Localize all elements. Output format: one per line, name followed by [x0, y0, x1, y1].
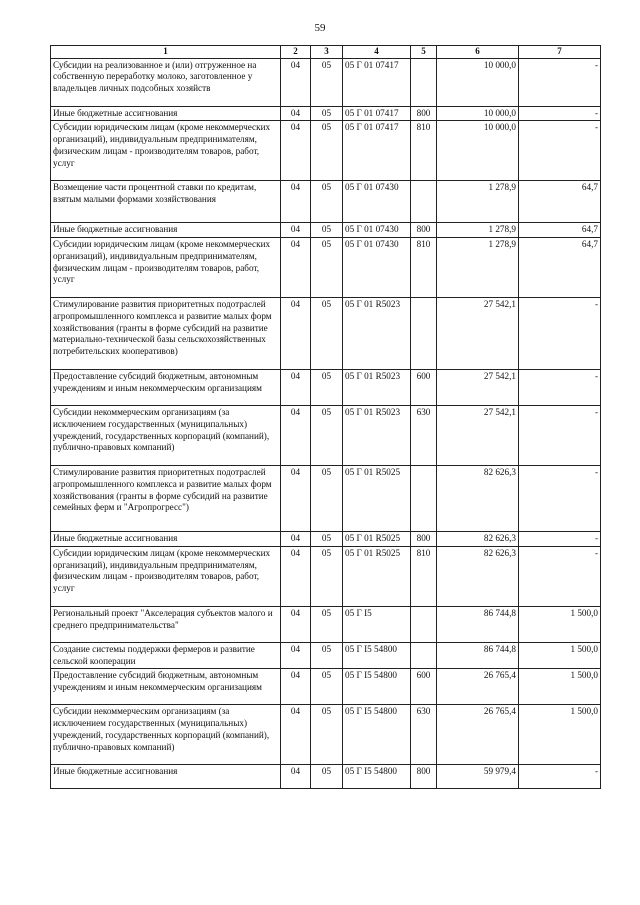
row-name: Субсидии юридическим лицам (кроме некоммерческих организаций), индивидуальным предпринимателям, физическим лицам - производителям товаров, работ, услуг: [51, 546, 281, 606]
table-row: [51, 642, 601, 669]
row-name: Создание системы поддержки фермеров и развитие сельской кооперации: [51, 642, 281, 669]
row-subsection: 05: [311, 106, 343, 121]
row-amount-1: 1 278,9: [437, 238, 519, 298]
row-amount-1: 10 000,0: [437, 58, 519, 106]
row-name: Предоставление субсидий бюджетным, автономным учреждениям и иным некоммерческим организациям: [51, 669, 281, 705]
row-section: 04: [281, 121, 311, 181]
row-expense-type: [411, 58, 437, 106]
header-cell-2: 2: [281, 46, 311, 59]
row-expense-type: 800: [411, 765, 437, 789]
page-number: 59: [314, 22, 326, 34]
row-expense-type: [411, 606, 437, 642]
row-amount-2: -: [519, 370, 601, 406]
table-row: [51, 765, 601, 789]
table-row: [51, 238, 601, 298]
row-section: 04: [281, 642, 311, 669]
table-row: [51, 181, 601, 223]
row-expense-type: 600: [411, 669, 437, 705]
row-amount-2: -: [519, 58, 601, 106]
row-amount-2: 64,7: [519, 181, 601, 223]
row-target-article: 05 Г I5: [343, 606, 411, 642]
row-target-article: 05 Г 01 R5023: [343, 370, 411, 406]
row-amount-1: 82 626,3: [437, 466, 519, 532]
row-amount-2: 1 500,0: [519, 642, 601, 669]
header-row: [51, 46, 601, 59]
row-target-article: 05 Г 01 07430: [343, 181, 411, 223]
row-amount-2: -: [519, 106, 601, 121]
row-section: 04: [281, 298, 311, 370]
header-cell-3: 3: [311, 46, 343, 59]
header-cell-7: 7: [519, 46, 601, 59]
row-amount-2: -: [519, 765, 601, 789]
row-amount-1: 10 000,0: [437, 106, 519, 121]
header-cell-1: 1: [51, 46, 281, 59]
row-subsection: 05: [311, 370, 343, 406]
table-row: [51, 606, 601, 642]
row-amount-1: 26 765,4: [437, 705, 519, 765]
row-section: 04: [281, 406, 311, 466]
row-subsection: 05: [311, 466, 343, 532]
row-expense-type: [411, 466, 437, 532]
row-name: Стимулирование развития приоритетных подотраслей агропромышленного комплекса и развитие малых форм хозяйствования (гранты в форме субсидий на развитие материально-технической базы сельскохозяйственных потребительских кооперативов): [51, 298, 281, 370]
row-section: 04: [281, 546, 311, 606]
row-amount-1: 59 979,4: [437, 765, 519, 789]
row-amount-2: -: [519, 121, 601, 181]
row-name: Региональный проект "Акселерация субъектов малого и среднего предпринимательства": [51, 606, 281, 642]
row-section: 04: [281, 106, 311, 121]
row-section: 04: [281, 765, 311, 789]
row-target-article: 05 Г 01 R5023: [343, 298, 411, 370]
row-section: 04: [281, 370, 311, 406]
row-subsection: 05: [311, 546, 343, 606]
table-row: [51, 705, 601, 765]
row-amount-1: 27 542,1: [437, 406, 519, 466]
table-row: [51, 532, 601, 547]
row-section: 04: [281, 181, 311, 223]
row-subsection: 05: [311, 58, 343, 106]
row-target-article: 05 Г 01 07417: [343, 121, 411, 181]
row-section: 04: [281, 58, 311, 106]
row-name: Субсидии некоммерческим организациям (за исключением государственных (муниципальных) учреждений, государственных корпораций (компаний), публично-правовых компаний): [51, 406, 281, 466]
row-amount-2: 64,7: [519, 223, 601, 238]
row-name: Иные бюджетные ассигнования: [51, 223, 281, 238]
row-expense-type: 810: [411, 238, 437, 298]
row-expense-type: 800: [411, 223, 437, 238]
row-amount-2: -: [519, 298, 601, 370]
row-name: Предоставление субсидий бюджетным, автономным учреждениям и иным некоммерческим организациям: [51, 370, 281, 406]
row-expense-type: 600: [411, 370, 437, 406]
table-row: [51, 298, 601, 370]
header-cell-6: 6: [437, 46, 519, 59]
row-amount-1: 1 278,9: [437, 223, 519, 238]
table-body: [51, 58, 601, 789]
row-subsection: 05: [311, 606, 343, 642]
header-cell-4: 4: [343, 46, 411, 59]
row-section: 04: [281, 532, 311, 547]
row-target-article: 05 Г 01 07430: [343, 238, 411, 298]
row-subsection: 05: [311, 238, 343, 298]
row-subsection: 05: [311, 223, 343, 238]
row-subsection: 05: [311, 298, 343, 370]
row-expense-type: 810: [411, 546, 437, 606]
row-subsection: 05: [311, 406, 343, 466]
row-expense-type: [411, 181, 437, 223]
row-name: Возмещение части процентной ставки по кредитам, взятым малыми формами хозяйствования: [51, 181, 281, 223]
row-section: 04: [281, 705, 311, 765]
row-expense-type: 630: [411, 406, 437, 466]
row-amount-2: 1 500,0: [519, 705, 601, 765]
row-name: Стимулирование развития приоритетных подотраслей агропромышленного комплекса и развитие малых форм хозяйствования (гранты в форме субсидий на развитие семейных ферм и "Агропрогресс"): [51, 466, 281, 532]
row-target-article: 05 Г 01 07417: [343, 58, 411, 106]
table-row: [51, 669, 601, 705]
row-subsection: 05: [311, 181, 343, 223]
row-amount-1: 86 744,8: [437, 642, 519, 669]
row-subsection: 05: [311, 532, 343, 547]
row-subsection: 05: [311, 121, 343, 181]
table-row: [51, 223, 601, 238]
row-subsection: 05: [311, 705, 343, 765]
row-amount-1: 27 542,1: [437, 370, 519, 406]
row-expense-type: [411, 298, 437, 370]
row-target-article: 05 Г I5 54800: [343, 705, 411, 765]
table-row: [51, 121, 601, 181]
row-amount-2: 64,7: [519, 238, 601, 298]
row-expense-type: 800: [411, 532, 437, 547]
row-expense-type: 630: [411, 705, 437, 765]
row-amount-1: 1 278,9: [437, 181, 519, 223]
row-section: 04: [281, 223, 311, 238]
row-amount-1: 10 000,0: [437, 121, 519, 181]
row-target-article: 05 Г I5 54800: [343, 669, 411, 705]
row-name: Субсидии на реализованное и (или) отгруженное на собственную переработку молоко, заготовленное у владельцев личных подсобных хозяйств: [51, 58, 281, 106]
table-row: [51, 406, 601, 466]
row-amount-2: -: [519, 406, 601, 466]
row-name: Иные бюджетные ассигнования: [51, 532, 281, 547]
row-target-article: 05 Г 01 R5023: [343, 406, 411, 466]
row-target-article: 05 Г I5 54800: [343, 642, 411, 669]
row-section: 04: [281, 669, 311, 705]
row-target-article: 05 Г 01 07417: [343, 106, 411, 121]
row-amount-2: 1 500,0: [519, 669, 601, 705]
table-row: [51, 466, 601, 532]
row-subsection: 05: [311, 669, 343, 705]
row-amount-1: 82 626,3: [437, 532, 519, 547]
row-subsection: 05: [311, 642, 343, 669]
row-name: Субсидии юридическим лицам (кроме некоммерческих организаций), индивидуальным предпринимателям, физическим лицам - производителям товаров, работ, услуг: [51, 121, 281, 181]
row-name: Субсидии юридическим лицам (кроме некоммерческих организаций), индивидуальным предпринимателям, физическим лицам - производителям товаров, работ, услуг: [51, 238, 281, 298]
row-name: Иные бюджетные ассигнования: [51, 765, 281, 789]
row-target-article: 05 Г 01 07430: [343, 223, 411, 238]
row-expense-type: [411, 642, 437, 669]
table-row: [51, 106, 601, 121]
row-section: 04: [281, 466, 311, 532]
row-amount-2: -: [519, 532, 601, 547]
row-target-article: 05 Г 01 R5025: [343, 532, 411, 547]
header-cell-5: 5: [411, 46, 437, 59]
row-target-article: 05 Г 01 R5025: [343, 546, 411, 606]
row-amount-1: 27 542,1: [437, 298, 519, 370]
row-section: 04: [281, 606, 311, 642]
budget-table: [50, 45, 601, 789]
row-amount-1: 86 744,8: [437, 606, 519, 642]
table-row: [51, 370, 601, 406]
row-expense-type: 800: [411, 106, 437, 121]
row-target-article: 05 Г 01 R5025: [343, 466, 411, 532]
row-name: Субсидии некоммерческим организациям (за исключением государственных (муниципальных) учреждений, государственных корпораций (компаний), публично-правовых компаний): [51, 705, 281, 765]
row-expense-type: 810: [411, 121, 437, 181]
table-row: [51, 546, 601, 606]
row-target-article: 05 Г I5 54800: [343, 765, 411, 789]
row-name: Иные бюджетные ассигнования: [51, 106, 281, 121]
row-amount-2: -: [519, 546, 601, 606]
table-row: [51, 58, 601, 106]
row-amount-2: -: [519, 466, 601, 532]
row-amount-1: 26 765,4: [437, 669, 519, 705]
row-amount-1: 82 626,3: [437, 546, 519, 606]
row-amount-2: 1 500,0: [519, 606, 601, 642]
row-subsection: 05: [311, 765, 343, 789]
row-section: 04: [281, 238, 311, 298]
